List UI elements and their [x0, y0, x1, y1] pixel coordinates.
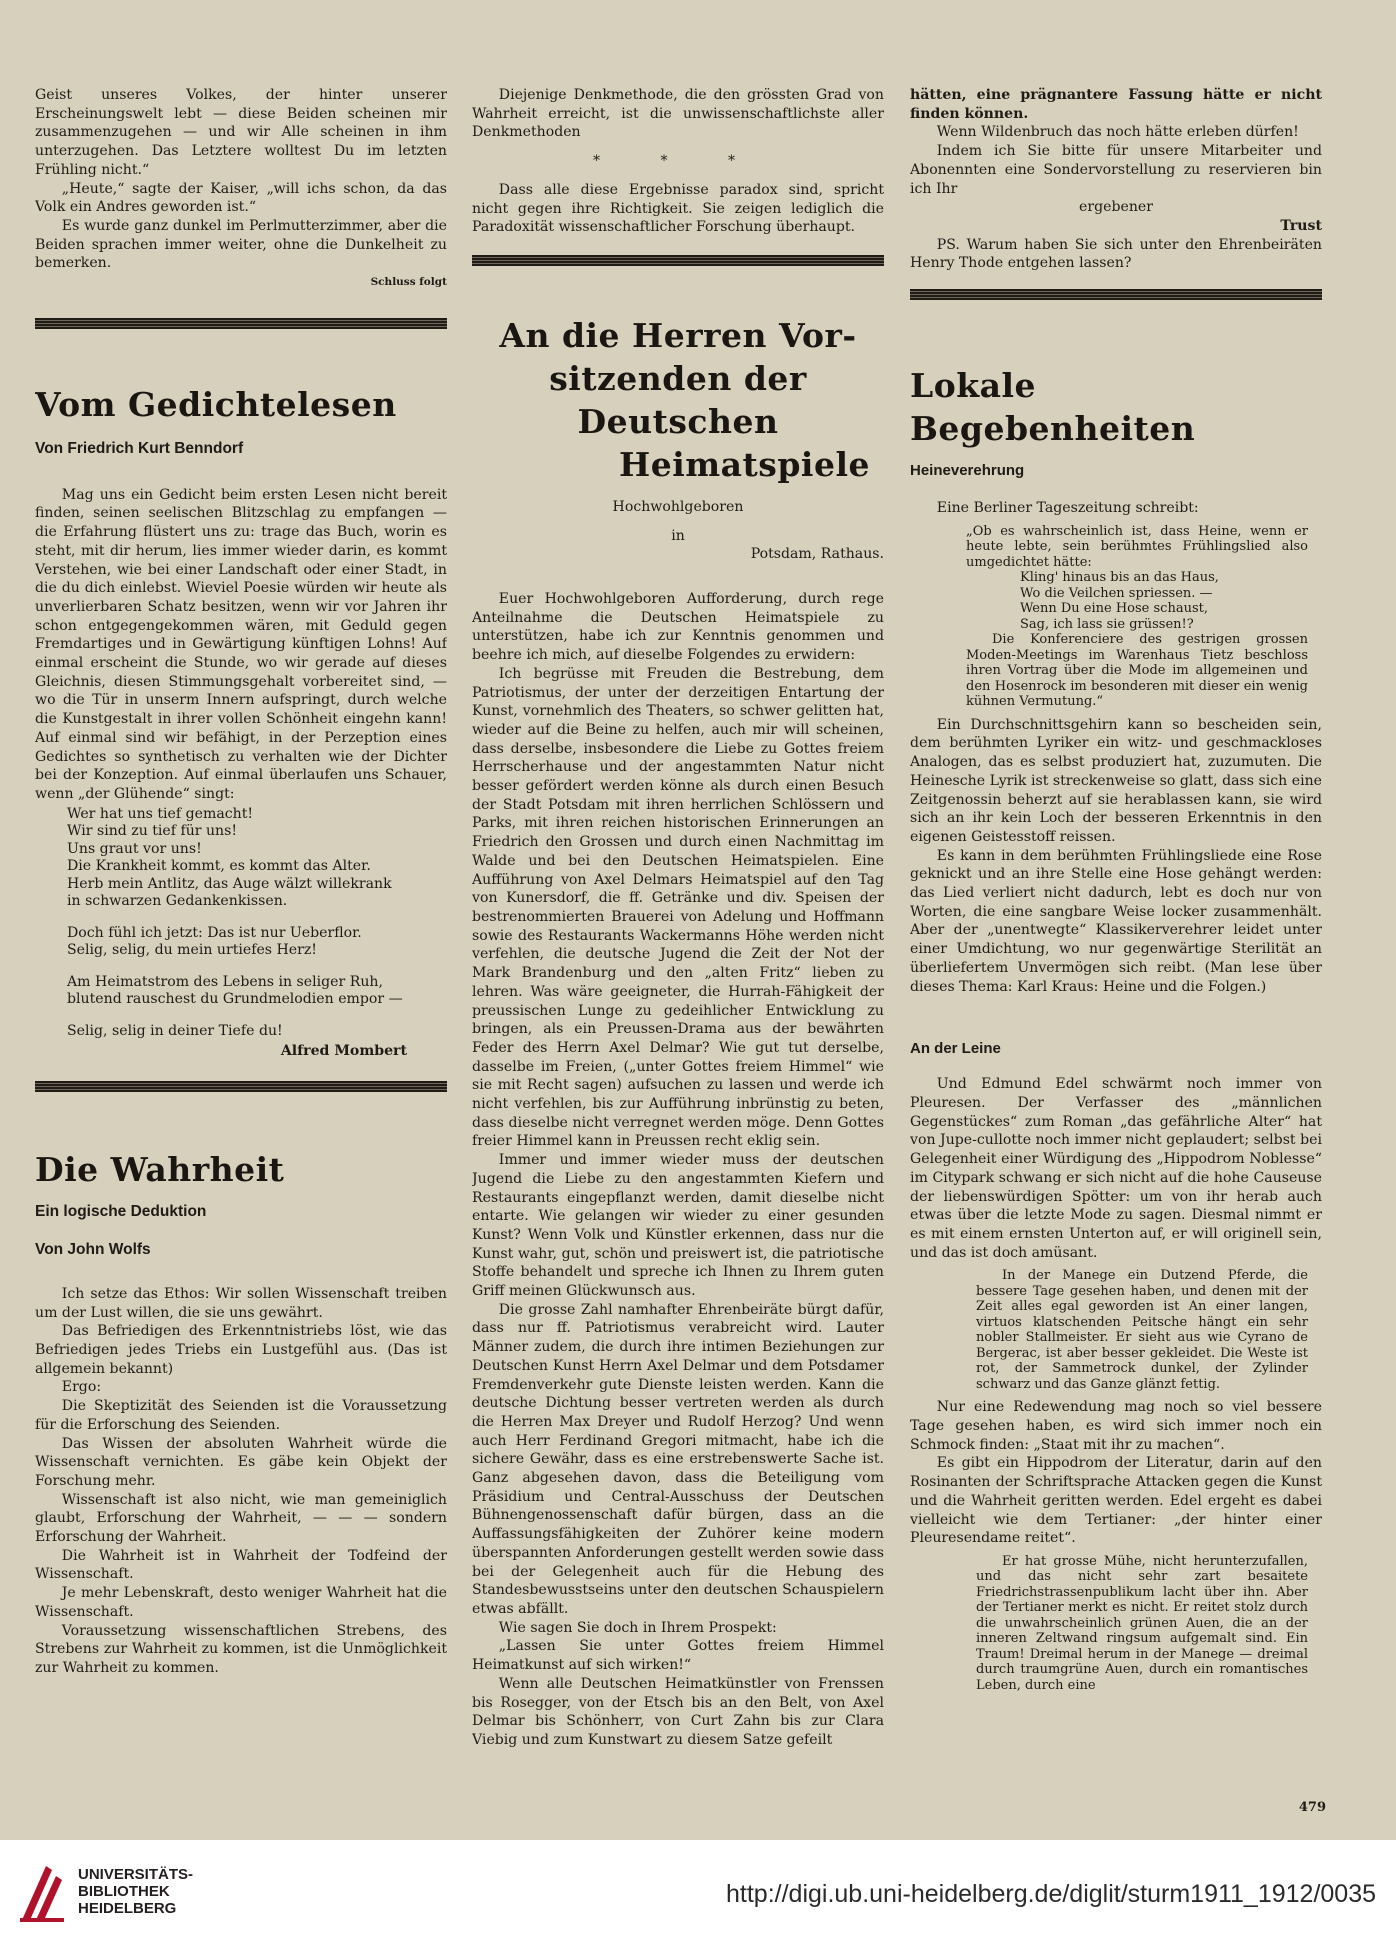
- article-body: Wie sagen Sie doch in Ihrem Prospekt:: [498, 1619, 777, 1636]
- article-title-heimatspiele: An die Herren Vor-: [499, 315, 857, 355]
- column-rule: [472, 255, 884, 266]
- library-name-line: HEIDELBERG: [78, 1900, 177, 1917]
- article-author: Von Friedrich Kurt Benndorf: [35, 439, 244, 457]
- article-body: Und Edmund Edel schwärmt noch immer von Pleuresen. Der Verfasser des „männlichen Gegenstückes“ zum Roman „das gefährliche Alter“ hat von Jupe-cullotte noch immer nicht geplaudert; selbst bei Gelegenheit einer Würdigung des „Hippodrom Noblesse“ im Citypark schwang er sich nicht auf die hohe Causeuse der liebenswürdigen Spötter: um von ihr herab auch etwas über die letzte Mode zu sagen. Diesmal nimmt er es mit einem ernsten Unterton auf, er will originell sein, und das ist doch amüsant.: [910, 1076, 1322, 1261]
- continued-text: „Heute,“ sagte der Kaiser, „will ichs schon, da das Volk ein Andres geworden ist.“: [35, 180, 447, 216]
- article-body: Eine Berliner Tageszeitung schreibt:: [936, 500, 1199, 517]
- poem-stanza: [67, 974, 447, 1009]
- library-name-line: BIBLIOTHEK: [78, 1883, 170, 1900]
- poem-stanza: [67, 806, 447, 911]
- poem-stanza: [67, 1023, 447, 1041]
- block-quote: [966, 524, 1308, 710]
- poem-line: Kling' hinaus bis an das Haus,: [1020, 570, 1219, 586]
- article-body: Die Wahrheit ist in Wahrheit der Todfeind der Wissenschaft.: [35, 1547, 447, 1583]
- article-body: Nur eine Redewendung mag noch so viel bessere Tage gesehen haben, es wird sich immer noch ein Schmock finden: „Staat mit ihr zu machen“.: [910, 1399, 1322, 1453]
- letter-salutation: Hochwohlgeboren: [612, 498, 744, 515]
- article-body: „Lassen Sie unter Gottes freiem Himmel Heimatkunst auf sich wirken!“: [472, 1638, 884, 1674]
- poem-line: Sag, ich lass sie grüssen!?: [1020, 616, 1194, 632]
- article-body: Mag uns ein Gedicht beim ersten Lesen nicht bereit finden, seinen seelischen Blitzschlag zu empfangen — die Erfahrung flüstert uns zu: trage das Buch, worin es steht, mit dir herum, lies immer wieder darin, es kommt Verstehen, wie bei einer Landschaft oder einer Stadt, in die du dich einlebst. Wieviel Poesie würden wir heute als unverlierbaren Schatz besitzen, wenn wir vor Jahren ihr schon entgegengekommen wären, mit Geduld gegen Fremdartiges und in Gewärtigung künftigen Lohns! Auf einmal erscheint die Stunde, wo wir gerade auf dieses Gleichnis, diesen Stimmungsgehalt vorbereitet sind, — wo die Tür in unserm Innern aufspringt, durch welche die Kunstgestalt in ihrer vollen Schönheit eingehn kann! Auf einmal sind wir befähigt, in der Perzeption eines Gedichtes so synthetisch zu verhalten wie der Dichter bei der Konzeption. Auf einmal überlaufen uns Schauer, wenn „der Glühende“ singt:: [35, 486, 447, 802]
- article-body: Das Befriedigen des Erkenntnistriebs löst, wie das Befriedigen jedes Triebs ein Lustgefühl aus. (Das ist allgemein bekannt): [35, 1323, 447, 1377]
- article-body: Ich begrüsse mit Freuden die Bestrebung, dem Patriotismus, der unter der derzeitigen Entartung der Kunst, vornehmlich des Theaters, so schwer gelitten hat, wieder auf die Beine zu helfen, auch mir will scheinen, dass derselbe, insbesondere die Liebe zu Gottes freiem Herrscherhause und der angestammten Natur nicht besser gefördert werden könne als durch einen Besuch der Stadt Potsdam mit ihren herrlichen Schlössern und Parks, mit ihren reichen historischen Erinnerungen an Friedrich den Grossen und durch einen Nachmittag im Walde und bei den Deutschen Heimatspielen. Eine Aufführung von Axel Delmars Heimatspiel auf den Tag von Kunersdorf, die ff. Getränke und div. Speisen der bestrenommierten Brauerei von Adelung und Hoffmann sowie des Restaurants Wackermanns Höhe werden nicht verfehlen, die deutsche Jugend die Zeit der Not der Mark Brandenburg und den „alten Fritz“ lieben zu lehren. Was wäre geeigneter, die Hurrah-Fähigkeit der preussischen Lunge zu gedeihlicher Entwicklung zu bringen, als ein Preussen-Drama aus der bewährten Feder des Herrn Axel Delmar? Wie gut tut derselbe, dasselbe im Freien, („unter Gottes freiem Himmel“ wie sie mit Recht sagen) aufsuchen zu lassen und werde ich nicht verfehlen, bis zur Aufführung inbrünstig zu beten, dass dieselbe nicht verregnet werden möge. Denn Gottes freier Himmel kann in Preussen recht eklig sein.: [472, 665, 884, 1150]
- letter-postscript: PS. Warum haben Sie sich unter den Ehrenbeiräten Henry Thode entgehen lassen?: [910, 236, 1322, 272]
- article-body: Ein Durchschnittsgehirn kann so bescheiden sein, dem berühmten Lyriker ein witz- und geschmackloses Analogen, das es selbst produziert hat, zuzumuten. Die Heinesche Lyrik ist streckenweise so glatt, dass sich eine Zeitgenossin beherzt auf sie herablassen kann, sie wird sich an ihr kein Loch der besseren Erkenntnis in den eigenen Geistesstoff reissen.: [910, 716, 1322, 845]
- block-quote: [976, 1554, 1308, 1694]
- article-body: Es gibt ein Hippodrom der Literatur, darin auf den Rosinanten der Schriftsprache Attacken gegen die Kunst und die Wahrheit geritten werden. Edel ergeht es dabei vielleicht wie dem Tertianer: „der hinter einer Pleuresendame reitet“.: [910, 1455, 1322, 1547]
- column-right: [910, 86, 1322, 1826]
- poem-line: Wir sind zu tief für uns!: [67, 823, 238, 840]
- article-body: Die grosse Zahl namhafter Ehrenbeiräte bürgt dafür, dass nur ff. Patriotismus verabreicht wird. Lauter Männer zudem, die durch ihre intimen Beziehungen zur Deutschen Kunst Herrn Axel Delmar und dem Potsdamer Fremdenverkehr gute Dienste leisten werden. Kann die deutsche Dichtung besser vertreten werden als durch die Herren Max Dreyer und Rudolf Herzog? Und wenn auch Herr Ferdinand Gregori mitmacht, habe ich die sichere Gewähr, dass es eine erstrebenswerte Sache ist. Ganz abgesehen davon, dass die Beteiligung vom Präsidium und Central-Ausschuss der Deutschen Bühnengenossenschaft dafür bürgen, dass an die Auffassungsfähigkeiten der Zuhörer keine modern überspannten Anforderungen gestellt werden sowie dass bei der Gelegenheit auch für die Hebung des Standesbewusstseins unter den deutschen Schauspielern etwas abfällt.: [472, 1301, 884, 1617]
- poem-line: Wer hat uns tief gemacht!: [67, 805, 254, 822]
- poem-signature: Alfred Mombert: [280, 1043, 407, 1060]
- article-title-heimatspiele: Heimatspiele: [619, 444, 870, 484]
- column-rule: [910, 289, 1322, 300]
- article-title-gedicht: Vom Gedichtelesen: [35, 384, 397, 424]
- continued-text: Geist unseres Volkes, der hinter unserer Erscheinungswelt lebt — diese Beiden scheinen mir zusammenzugehen — und wir Alle scheinen in ihm unterzugehen. Das Letztere wolltest Du im letzten Frühling nicht.“: [35, 87, 447, 178]
- poem-line: Herb mein Antlitz, das Auge wälzt willekrank: [67, 875, 392, 892]
- quote-text: „Ob es wahrscheinlich ist, dass Heine, wenn er heute lebte, sein berühmtes Frühlingslied also umgedichtet hätte:: [966, 523, 1308, 570]
- article-body: Wenn alle Deutschen Heimatkünstler von Frenssen bis Rosegger, von der Etsch bis an den Belt, von Axel Delmar bis Schönherr, von Curt Zahn bis zur Clara Viebig und zum Kunstwart zu diesem Satze gefeilt: [472, 1675, 884, 1748]
- poem-line: blutend rauschest du Grundmelodien empor —: [67, 991, 403, 1008]
- section-heading: An der Leine: [910, 1040, 1001, 1058]
- article-body: Die Skeptizität des Seienden ist die Voraussetzung für die Erforschung des Seienden.: [35, 1398, 447, 1433]
- schluss-folgt: Schluss folgt: [370, 276, 447, 289]
- article-body: Wissenschaft ist also nicht, wie man gemeiniglich glaubt, Erforschung der Wahrheit, — — — sondern Erforschung der Wahrheit.: [35, 1491, 447, 1546]
- article-title-lokale: Lokale Begebenheiten: [910, 366, 1196, 449]
- column-rule: [35, 318, 447, 329]
- continued-text: Indem ich Sie bitte für unsere Mitarbeiter und Abonennten eine Sondervorstellung zu reservieren bin ich Ihr: [910, 143, 1322, 197]
- poem-line: Selig, selig, du mein urtiefes Herz!: [67, 942, 317, 959]
- poem-line: Am Heimatstrom des Lebens in seliger Ruh,: [67, 973, 383, 990]
- continued-text: Diejenige Denkmethode, die den grössten Grad von Wahrheit erreicht, ist die unwissenschaftlichste aller Denkmethoden: [472, 87, 884, 141]
- column-middle: [472, 86, 884, 1826]
- quote-text: Er hat grosse Mühe, nicht herunterzufallen, und das nicht sehr zart besaitete Friedrichstrassenpublikum lacht über ihn. Aber der Tertianer merkt es nicht. Er reitet stolz durch die unwahrscheinlich grünen Auen, die an der inneren Zeltwand ringsum aufgemalt sind. Ein Traum! Dreimal herum in der Manege — dreimal durch traumgrüne Auen, durch ein romantisches Leben, durch eine: [976, 1553, 1308, 1693]
- article-author: Von John Wolfs: [35, 1240, 151, 1258]
- continued-text: Wenn Wildenbruch das noch hätte erleben dürfen!: [936, 124, 1299, 141]
- continued-text: Es wurde ganz dunkel im Perlmutterzimmer, aber die Beiden sprachen immer weiter, ohne die Dunkelheit zu bemerken.: [35, 217, 447, 272]
- article-title-heimatspiele: sitzenden der Deutschen: [549, 358, 807, 441]
- article-title-wahrheit: Die Wahrheit: [35, 1149, 285, 1189]
- quote-text: Die Konferenciere des gestrigen grossen Moden-Meetings im Warenhaus Tietz beschloss ihren Vortrag über die Mode im allgemeinen und den Hosenrock im besonderen mit dieser ein wenig kühnen Vermutung.“: [966, 632, 1308, 710]
- poem-line: Wenn Du eine Hose schaust,: [1020, 601, 1208, 617]
- library-name: [78, 1866, 193, 1917]
- letter-signature: Trust: [1280, 217, 1322, 234]
- article-body: Voraussetzung wissenschaftlichen Strebens, des Strebens zur Wahrheit zu kommen, ist die Unmöglichkeit zur Wahrheit zu kommen.: [35, 1622, 447, 1676]
- block-quote: [976, 1268, 1308, 1392]
- article-body: Ergo:: [61, 1379, 102, 1396]
- article-body: Euer Hochwohlgeboren Aufforderung, durch rege Anteilnahme die Deutschen Heimatspiele zu unterstützen, habe ich zur Kenntnis genommen und beehre ich mich, auf dieselbe Folgendes zu erwidern:: [472, 591, 884, 664]
- section-stars: * * *: [592, 153, 764, 170]
- column-left: [35, 86, 447, 1826]
- digitization-footer: [0, 1840, 1396, 1949]
- source-url-link[interactable]: http://digi.ub.uni-heidelberg.de/diglit/sturm1911_1912/0035: [726, 1880, 1376, 1908]
- poem-line: Uns graut vor uns!: [67, 840, 202, 857]
- letter-place: Potsdam, Rathaus.: [750, 546, 884, 563]
- library-name-line: UNIVERSITÄTS-: [78, 1866, 194, 1883]
- poem-line: in schwarzen Gedankenkissen.: [67, 893, 288, 910]
- quote-text: In der Manege ein Dutzend Pferde, die bessere Tage gesehen haben, und denen mit der Zeit alles egal geworden ist An einer langen, virtuos klatschenden Peitsche hängt ein sehr nobler Stallmeister. Er sieht aus wie Cyrano de Bergerac, ist aber besser gekleidet. Die Weste ist rot, der Sammetrock dunkel, der Zylinder schwarz und das Ganze glänzt fettig.: [976, 1268, 1308, 1392]
- article-body: Das Wissen der absoluten Wahrheit würde die Wissenschaft vernichten. Es gäbe kein Objekt der Forschung mehr.: [35, 1435, 447, 1489]
- article-subtitle: Ein logische Deduktion: [35, 1202, 207, 1220]
- article-body: Je mehr Lebenskraft, desto weniger Wahrheit hat die Wissenschaft.: [35, 1585, 447, 1620]
- section-heading: Heineverehrung: [910, 462, 1025, 480]
- letter-closing: ergebener: [1079, 199, 1153, 216]
- article-body: Immer und immer wieder muss der deutschen Jugend die Liebe zu den angestammten Kiefern und Restaurants eingepflanzt werden, damit dieselbe nicht entarte. Wie gelangen wir wieder zu einer gesunden Kunst? Wenn Volk und Künstler erkennen, dass nur die Kunst wahr, gut, schön und preiswert ist, die patriotische Stoffe behandelt und spreche ich Ihnen zu Ihrem guten Griff meinen Glückwunsch aus.: [472, 1152, 884, 1300]
- article-body: Ich setze das Ethos: Wir sollen Wissenschaft treiben um der Lust willen, die sie uns gewährt.: [35, 1285, 447, 1321]
- poem-stanza: [67, 925, 447, 960]
- article-body: Es kann in dem berühmten Frühlingsliede eine Rose geknickt und an ihre Stelle eine Hose gehängt werden: das Lied verliert nicht dadurch, lebt es doch nur von Worten, die eine sangbare Weise locker zusammenhält. Aber der „unentwegte“ Klassikerverehrer leidet unter einer Umdichtung, wo nur gegenwärtige Sterilität an überliefertem Unvermögen sich reibt. (Man lese über dieses Thema: Karl Kraus: Heine und die Folgen.): [910, 847, 1322, 995]
- poem-stanza: [1020, 570, 1308, 632]
- letter-salutation: in: [671, 527, 685, 544]
- poem-line: Selig, selig in deiner Tiefe du!: [67, 1022, 283, 1039]
- continued-text: Dass alle diese Ergebnisse paradox sind, spricht nicht gegen ihre Richtigkeit. Sie zeigen lediglich die Paradoxität wissenschaftlicher Forschung überhaupt.: [472, 181, 884, 236]
- poem-line: Wo die Veilchen spriessen. —: [1020, 585, 1213, 601]
- poem-line: Die Krankheit kommt, es kommt das Alter.: [67, 858, 371, 875]
- poem-line: Doch fühl ich jetzt: Das ist nur Ueberflor.: [67, 924, 362, 941]
- column-rule: [35, 1081, 447, 1092]
- page-number: 479: [1298, 1800, 1326, 1815]
- continued-text: hätten, eine prägnantere Fassung hätte er nicht finden können.: [910, 87, 1322, 122]
- library-logo-icon: [16, 1858, 68, 1924]
